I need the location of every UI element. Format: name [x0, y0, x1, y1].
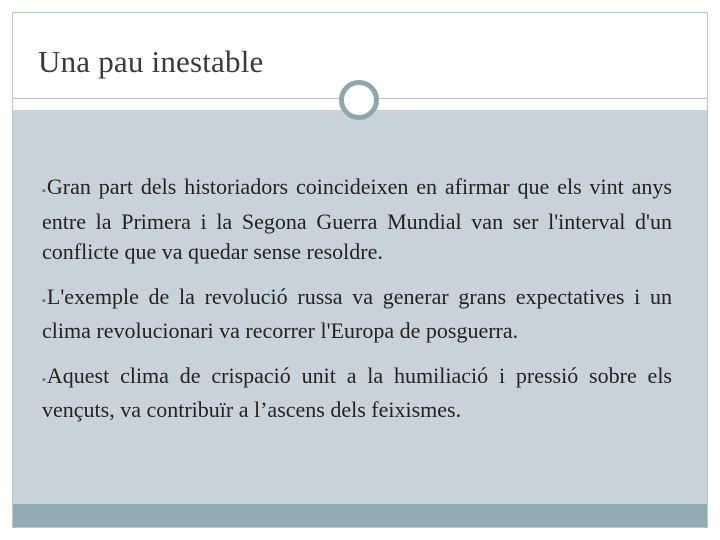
bullet-text: L'exemple de la revolució russa va generar grans expectatives i un clima revolucionari va recorrer l'Europa de posguerra. [42, 283, 672, 343]
footer-bar [13, 504, 707, 527]
bullet-text: Gran part dels historiadors coincideixen en afirmar que els vint anys entre la Primera i la Segona Guerra Mundial van ser l'interval d'un conflicte que va quedar sense resoldre. [42, 174, 672, 264]
bullet-marker-icon: ▪ [42, 185, 46, 197]
bullet-text: Aquest clima de crispació unit a la humiliació i pressió sobre els vençuts, va contribuïr a l’ascens dels feixismes. [42, 362, 672, 422]
slide-title: Una pau inestable [38, 44, 264, 79]
decorative-ring-center [350, 91, 368, 109]
bullet-list [42, 172, 672, 440]
bullet-item [42, 361, 672, 426]
bullet-marker-icon: ▪ [42, 373, 46, 386]
bullet-item [42, 172, 672, 268]
decorative-ring-icon [339, 80, 379, 120]
bullet-item [42, 282, 672, 347]
bullet-marker-icon: ▪ [42, 294, 46, 307]
